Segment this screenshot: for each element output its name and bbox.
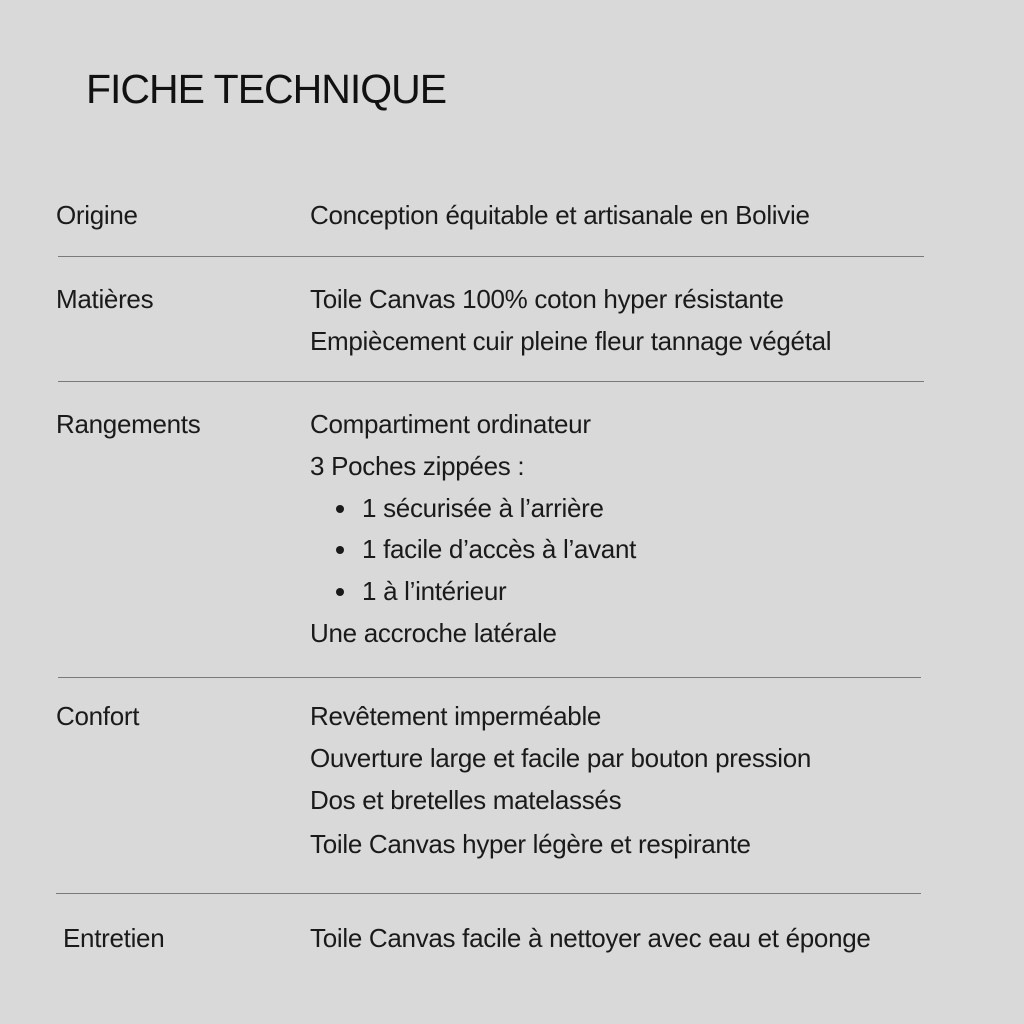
spec-bullet-item: 1 sécurisée à l’arrière: [362, 493, 604, 523]
section-divider: [58, 677, 921, 678]
spec-line: Conception équitable et artisanale en Bolivie: [310, 200, 810, 230]
spec-line: Dos et bretelles matelassés: [310, 785, 622, 815]
spec-line: Ouverture large et facile par bouton pression: [310, 743, 812, 773]
section-divider: [56, 893, 921, 894]
spec-line: Toile Canvas 100% coton hyper résistante: [310, 284, 784, 314]
section-label-origine: Origine: [56, 200, 138, 230]
spec-bullet-item: 1 à l’intérieur: [362, 576, 507, 606]
spec-line: Toile Canvas facile à nettoyer avec eau et éponge: [310, 923, 871, 953]
spec-line: Une accroche latérale: [310, 618, 557, 648]
spec-line: Toile Canvas hyper légère et respirante: [310, 829, 751, 859]
section-divider: [58, 381, 924, 382]
spec-line: Empiècement cuir pleine fleur tannage végétal: [310, 326, 832, 356]
section-label-entretien: Entretien: [63, 923, 165, 953]
spec-bullet-item: 1 facile d’accès à l’avant: [362, 534, 637, 564]
spec-line: Revêtement imperméable: [310, 701, 602, 731]
spec-line: 3 Poches zippées :: [310, 451, 525, 481]
section-divider: [58, 256, 924, 257]
section-label-rangements: Rangements: [56, 409, 201, 439]
section-label-matieres: Matières: [56, 284, 154, 314]
page-title: FICHE TECHNIQUE: [86, 66, 447, 112]
section-label-confort: Confort: [56, 701, 140, 731]
spec-line: Compartiment ordinateur: [310, 409, 591, 439]
